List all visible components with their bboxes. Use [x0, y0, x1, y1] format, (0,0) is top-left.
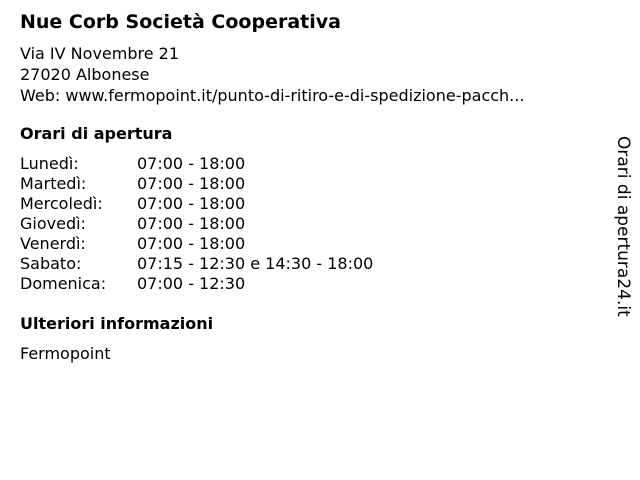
- day-label: Venerdì:: [20, 234, 86, 253]
- time-value: 07:00 - 12:30: [137, 274, 246, 293]
- site-brand-vertical: Orari di apertura24.it: [613, 136, 633, 317]
- day-label: Mercoledì:: [20, 194, 103, 213]
- time-value: 07:00 - 18:00: [137, 154, 246, 173]
- additional-info-heading: Ulteriori informazioni: [20, 314, 214, 333]
- day-label: Domenica:: [20, 274, 107, 293]
- day-label: Sabato:: [20, 254, 82, 273]
- city-address: 27020 Albonese: [20, 65, 150, 84]
- website-link[interactable]: Web: www.fermopoint.it/punto-di-ritiro-e-di-spedizione-pacch...: [20, 86, 525, 105]
- day-label: Martedì:: [20, 174, 87, 193]
- additional-info-text: Fermopoint: [20, 344, 111, 363]
- time-value: 07:00 - 18:00: [137, 214, 246, 233]
- business-name: Nue Corb Società Cooperativa: [20, 11, 341, 33]
- day-label: Giovedì:: [20, 214, 86, 233]
- time-value: 07:00 - 18:00: [137, 174, 246, 193]
- day-label: Lunedì:: [20, 154, 79, 173]
- address-block: [20, 43, 524, 106]
- time-value: 07:00 - 18:00: [137, 234, 246, 253]
- street-address: Via IV Novembre 21: [20, 44, 180, 63]
- time-value: 07:00 - 18:00: [137, 194, 246, 213]
- opening-hours-heading: Orari di apertura: [20, 124, 173, 143]
- time-value: 07:15 - 12:30 e 14:30 - 18:00: [137, 254, 374, 273]
